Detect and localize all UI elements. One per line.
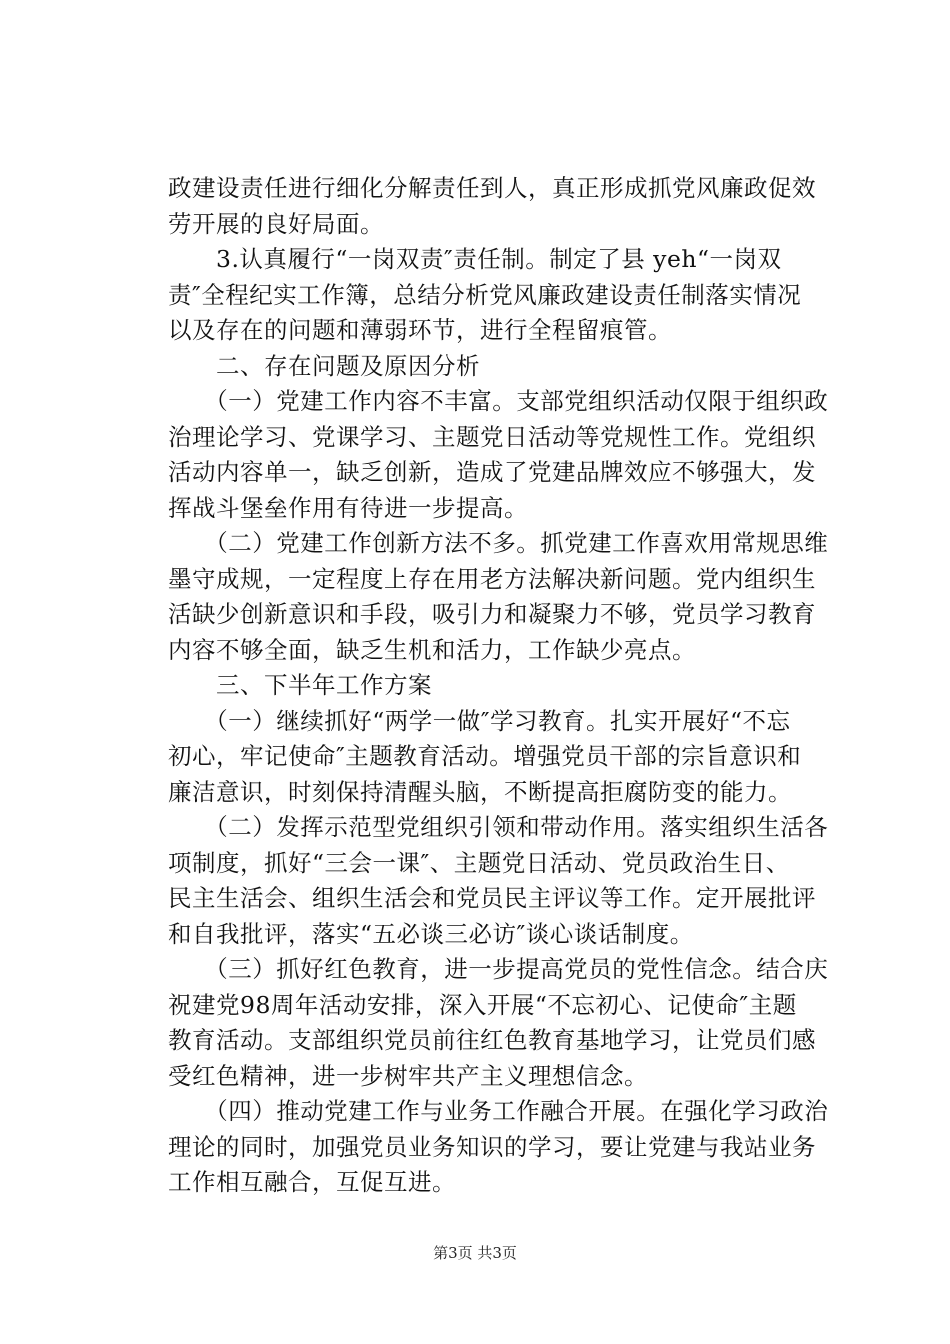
page-number: 第3页 共3页	[433, 1244, 517, 1262]
text-line: 以及存在的问题和薄弱环节，进行全程留痕管。	[168, 316, 672, 344]
text-line: 挥战斗堡垒作用有待进一步提高。	[168, 493, 528, 522]
text-line: （三）抓好红色教育，进一步提高党员的党性信念。结合庆	[168, 955, 829, 983]
text-line: 工作相互融合，互促互进。	[168, 1168, 456, 1196]
text-line: 劳开展的良好局面。	[168, 209, 384, 238]
text-line: 廉洁意识，时刻保持清醒头脑，不断提高拒腐防变的能力。	[168, 777, 792, 806]
text-line: （二）发挥示范型党组织引领和带动作用。落实组织生活各	[168, 813, 829, 841]
document-body	[168, 171, 832, 1201]
text-line: 教育活动。支部组织党员前往红色教育基地学习，让党员们感	[168, 1026, 816, 1054]
text-line: 受红色精神，进一步树牢共产主义理想信念。	[168, 1061, 648, 1090]
text-line: 政建设责任进行细化分解责任到人，真正形成抓党风廉政促效	[168, 174, 816, 202]
text-line: （二）党建工作创新方法不多。抓党建工作喜欢用常规思维	[168, 529, 829, 557]
text-line: 3.认真履行“一岗双责″责任制。制定了县 yeh“一岗双	[168, 245, 782, 273]
text-line: 内容不够全面，缺乏生机和活力，工作缺少亮点。	[168, 635, 696, 664]
text-line: 理论的同时，加强党员业务知识的学习，要让党建与我站业务	[168, 1132, 816, 1161]
text-line: 和自我批评，落实“五必谈三必访″谈心谈话制度。	[168, 919, 694, 948]
section-heading: 二、存在问题及原因分析	[168, 351, 480, 380]
section-heading: 三、下半年工作方案	[168, 671, 432, 699]
text-line: 项制度，抓好“三会一课″、主题党日活动、党员政治生日、	[168, 848, 790, 877]
text-line: 活动内容单一，缺乏创新，造成了党建品牌效应不够强大，发	[168, 458, 816, 486]
text-line: （一）党建工作内容不丰富。支部党组织活动仅限于组织政	[168, 387, 829, 415]
text-line: 治理论学习、党课学习、主题党日活动等党规性工作。党组织	[168, 422, 816, 451]
text-line: 民主生活会、组织生活会和党员民主评议等工作。定开展批评	[168, 884, 816, 912]
text-line: 初心，牢记使命″主题教育活动。增强党员干部的宗旨意识和	[168, 742, 802, 770]
page-footer	[0, 1243, 950, 1263]
text-line: （一）继续抓好“两学一做″学习教育。扎实开展好“不忘	[168, 706, 791, 735]
text-line: 活缺少创新意识和手段，吸引力和凝聚力不够，党员学习教育	[168, 600, 816, 628]
text-line: 墨守成规，一定程度上存在用老方法解决新问题。党内组织生	[168, 564, 816, 593]
text-line: （四）推动党建工作与业务工作融合开展。在强化学习政治	[168, 1097, 829, 1125]
text-line: 责″全程纪实工作簿，总结分析党风廉政建设责任制落实情况	[168, 280, 802, 309]
text-line: 祝建党98周年活动安排，深入开展“不忘初心、记使命″主题	[168, 990, 797, 1019]
